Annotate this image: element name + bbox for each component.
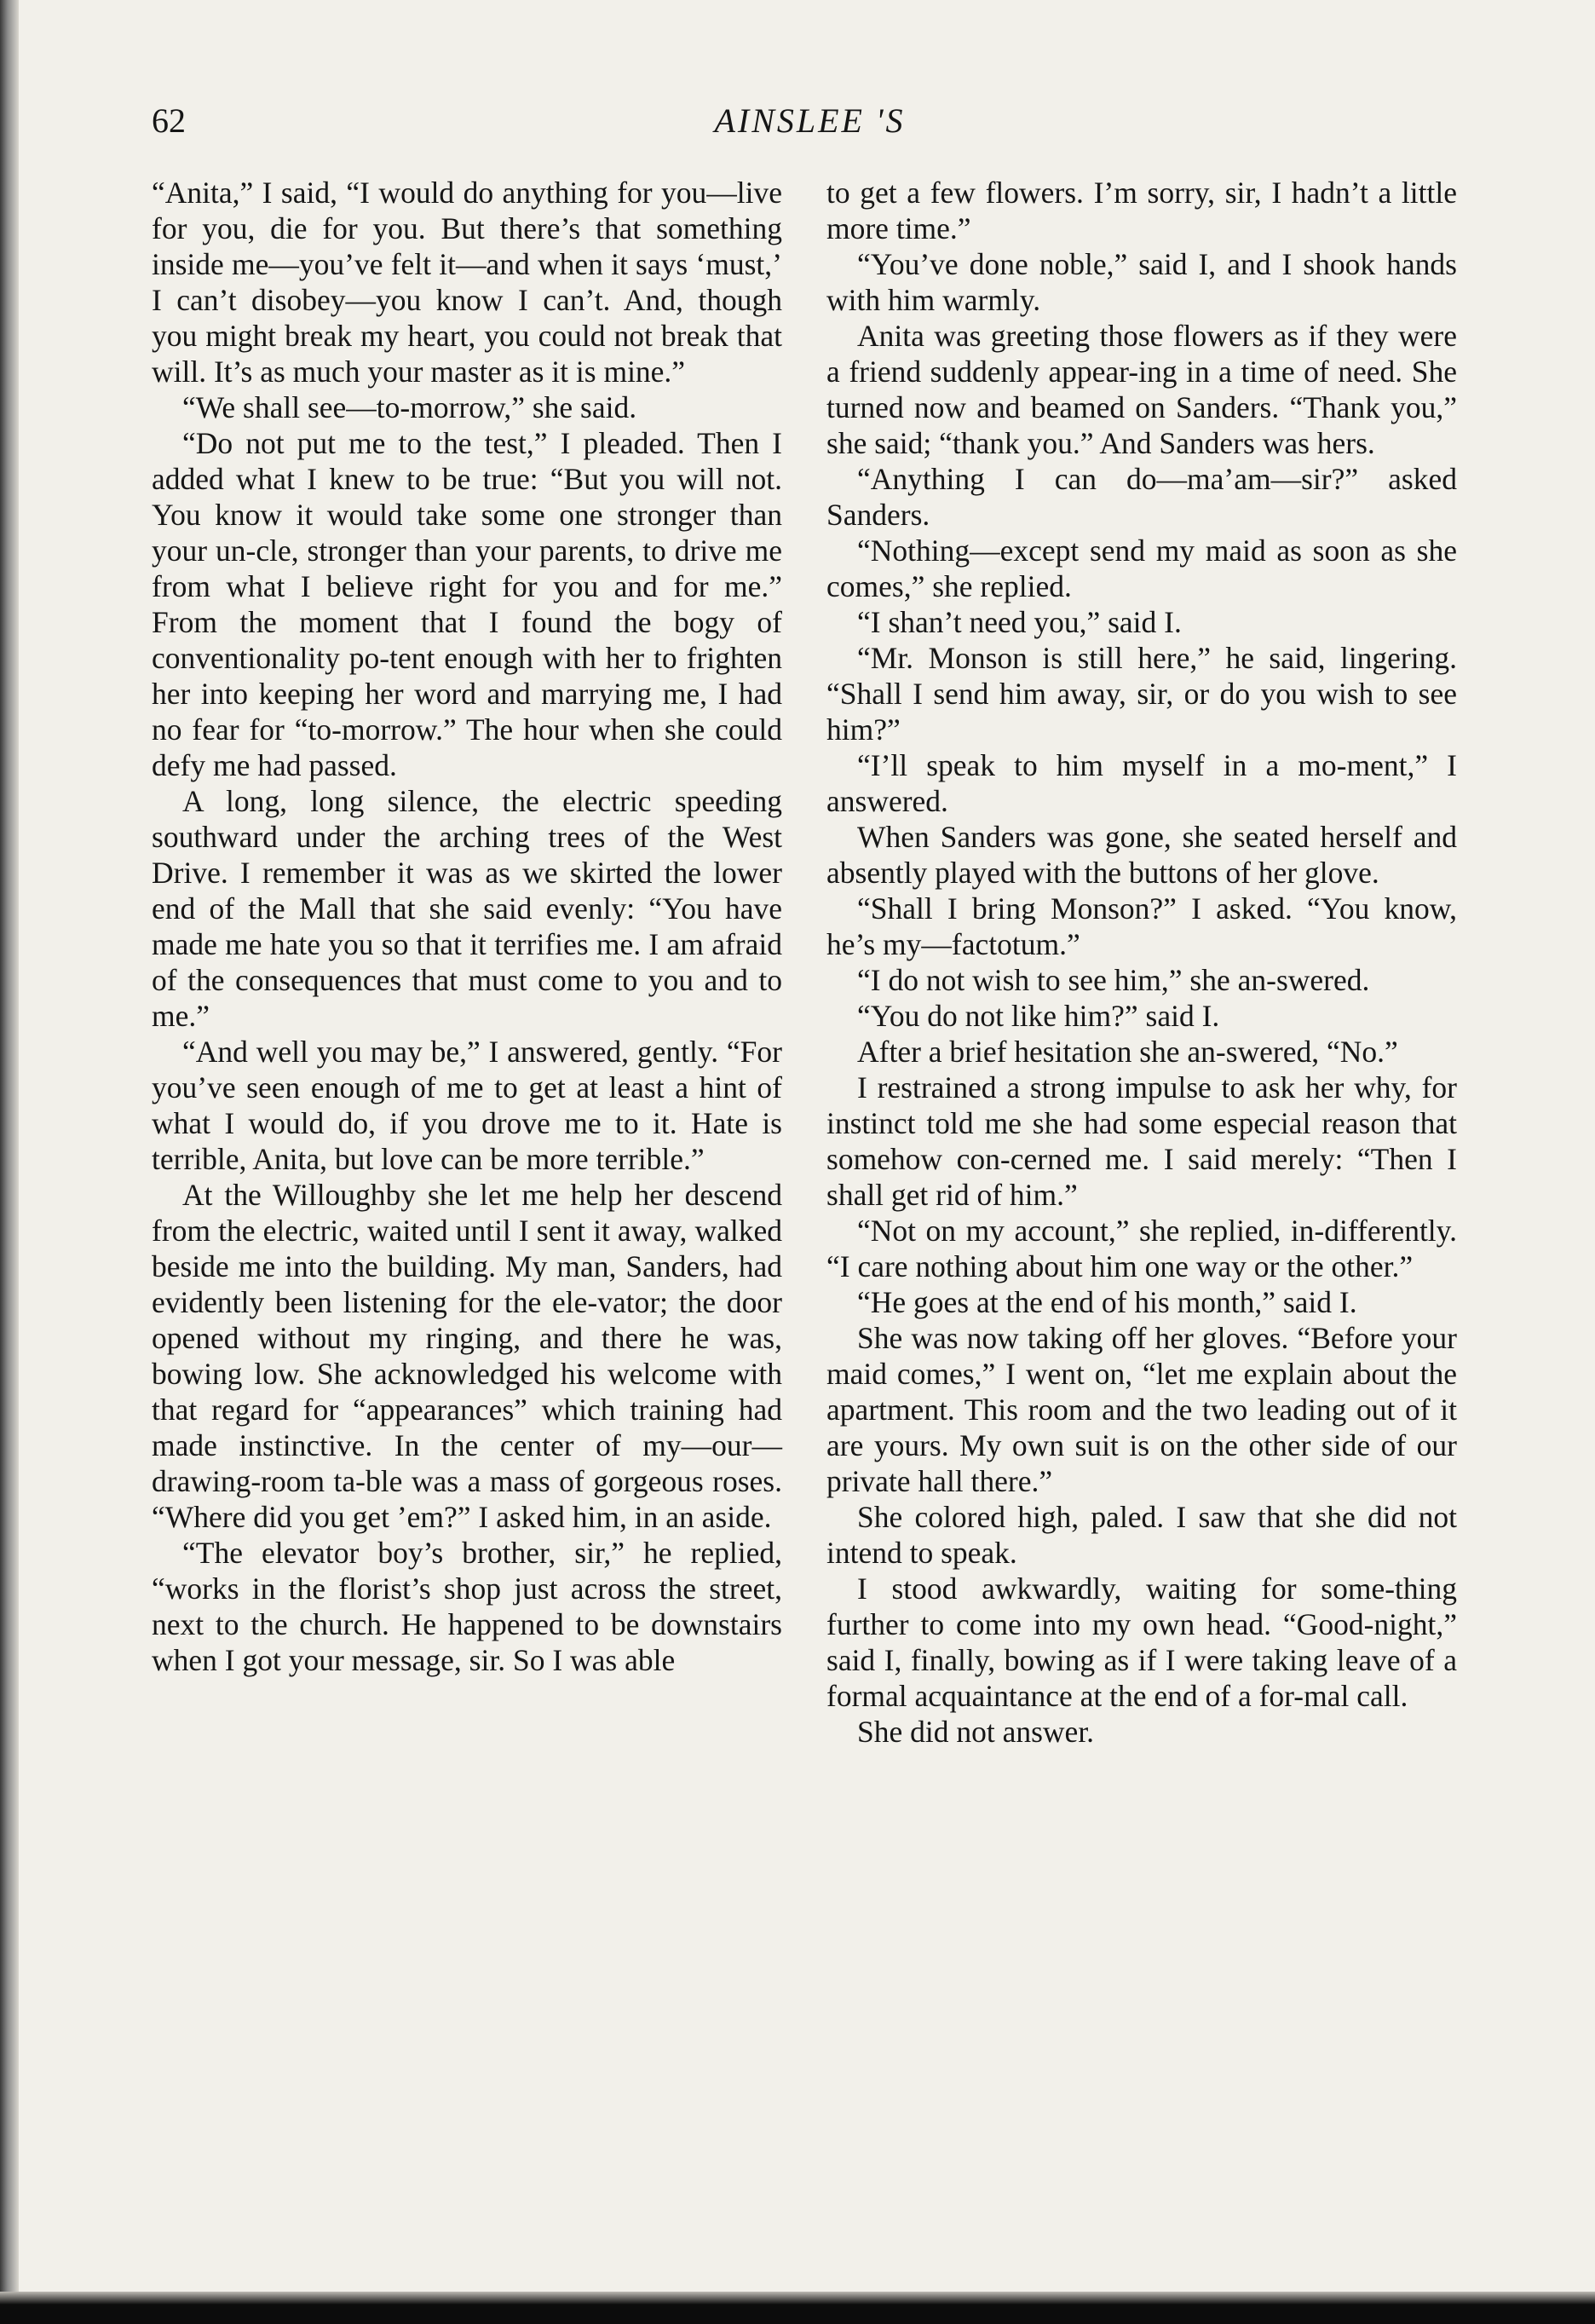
paragraph: “Anita,” I said, “I would do anything for you—live for you, die for you. But there’s that something inside me—you’ve felt it—and when it says ‘must,’ I can’t disobey—you know I can’t. And, though you might break my heart, you could not break that will. It’s as much your master as it is mine.” bbox=[152, 176, 782, 389]
paragraph: After a brief hesitation she an-swered, “No.” bbox=[857, 1035, 1398, 1069]
paragraph: I stood awkwardly, waiting for some-thing further to come into my own head. “Good-night,” said I, finally, bowing as if I were taking leave of a formal acquaintance at the end of a for-mal call. bbox=[826, 1571, 1457, 1713]
paragraph: “He goes at the end of his month,” said I. bbox=[857, 1285, 1357, 1319]
paragraph: When Sanders was gone, she seated herself and absently played with the buttons of her glove. bbox=[826, 820, 1457, 890]
paragraph: “The elevator boy’s brother, sir,” he replied, “works in the florist’s shop just across the street, next to the church. He happened to be downstairs when I got your message, sir. So I was able bbox=[152, 1536, 782, 1677]
page-number: 62 bbox=[152, 101, 186, 140]
paragraph: She did not answer. bbox=[857, 1715, 1095, 1749]
paragraph: A long, long silence, the electric speeding southward under the arching trees of the West Drive. I remember it was as we skirted the lower end of the Mall that she said evenly: “You have made me hate you so that it terrifies me. I am afraid of the consequences that must come to you and to me.” bbox=[152, 784, 782, 1033]
text-column-left bbox=[152, 175, 782, 1678]
paragraph: “Do not put me to the test,” I pleaded. Then I added what I knew to be true: “But you will not. You know it would take some one stronger than your un-cle, stronger than your parents, to drive me from what I believe right for you and for me.” From the moment that I found the bogy of conventionality po-tent enough with her to frighten her into keeping her word and marrying me, I had no fear for “to-morrow.” The hour when she could defy me had passed. bbox=[152, 426, 782, 782]
binding-edge bbox=[0, 0, 19, 2324]
paragraph: “You do not like him?” said I. bbox=[857, 999, 1220, 1033]
paragraph: “And well you may be,” I answered, gently. “For you’ve seen enough of me to get at least a hint of what I would do, if you drove me to it. Hate is terrible, Anita, but love can be more terrible.” bbox=[152, 1035, 782, 1176]
paragraph: “I’ll speak to him myself in a mo-ment,” I answered. bbox=[826, 748, 1457, 818]
paragraph: “Mr. Monson is still here,” he said, lingering. “Shall I send him away, sir, or do you wish to see him?” bbox=[826, 641, 1457, 747]
paragraph: to get a few flowers. I’m sorry, sir, I hadn’t a little more time.” bbox=[826, 176, 1457, 245]
paragraph: “Shall I bring Monson?” I asked. “You know, he’s my—factotum.” bbox=[826, 891, 1457, 961]
paragraph: “You’ve done noble,” said I, and I shook hands with him warmly. bbox=[826, 247, 1457, 317]
paragraph: I restrained a strong impulse to ask her why, for instinct told me she had some especial reason that somehow con-cerned me. I said merely: “Then I shall get rid of him.” bbox=[826, 1070, 1457, 1212]
paragraph: “Nothing—except send my maid as soon as she comes,” she replied. bbox=[826, 533, 1457, 603]
paragraph: “Not on my account,” she replied, in-differently. “I care nothing about him one way or the other.” bbox=[826, 1214, 1457, 1283]
paragraph: She was now taking off her gloves. “Before your maid comes,” I went on, “let me explain about the apartment. This room and the two leading out of it are yours. My own suit is on the other side of our private hall there.” bbox=[826, 1321, 1457, 1498]
paragraph: “I shan’t need you,” said I. bbox=[857, 605, 1182, 639]
page-header bbox=[152, 101, 1468, 143]
paragraph: Anita was greeting those flowers as if they were a friend suddenly appear-ing in a time of need. She turned now and beamed on Sanders. “Thank you,” she said; “thank you.” And Sanders was hers. bbox=[826, 319, 1457, 460]
text-column-right bbox=[826, 175, 1457, 1750]
paragraph: She colored high, paled. I saw that she did not intend to speak. bbox=[826, 1500, 1457, 1570]
paragraph: “Anything I can do—ma’am—sir?” asked Sanders. bbox=[826, 462, 1457, 532]
paragraph: “We shall see—to-morrow,” she said. bbox=[182, 390, 637, 424]
running-title: AINSLEE 'S bbox=[714, 101, 906, 140]
page-bottom-edge bbox=[0, 2292, 1595, 2324]
paragraph: “I do not wish to see him,” she an-swered. bbox=[857, 963, 1370, 997]
paragraph: At the Willoughby she let me help her descend from the electric, waited until I sent it away, walked beside me into the building. My man, Sanders, had evidently been listening for the ele-vator; the door opened without my ringing, and there he was, bowing low. She acknowledged his welcome with that regard for “appearances” which training had made instinctive. In the center of my—our—drawing-room ta-ble was a mass of gorgeous roses. “Where did you get ’em?” I asked him, in an aside. bbox=[152, 1178, 782, 1534]
